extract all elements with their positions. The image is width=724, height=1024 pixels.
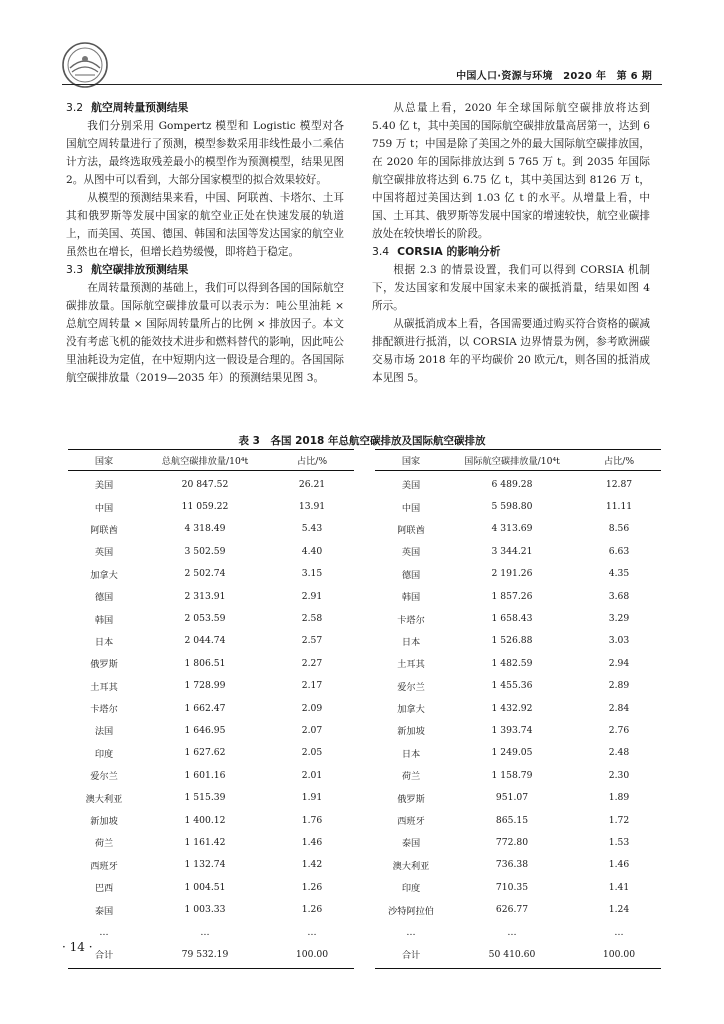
table-cell: 8.56 — [608, 523, 630, 535]
table-cell: 13.91 — [298, 501, 326, 513]
table-cell: 11.11 — [605, 501, 633, 513]
table-cell: 俄罗斯 — [90, 659, 118, 671]
table-row — [68, 831, 354, 853]
table-cell: 1 161.42 — [184, 836, 226, 848]
table-row — [375, 876, 661, 898]
table-cell: 4 318.49 — [184, 523, 226, 535]
table-cell: 2.58 — [301, 613, 323, 625]
table-row — [375, 854, 661, 876]
table-cell: 3.03 — [608, 635, 630, 647]
table-cell: 710.35 — [495, 881, 529, 893]
table-cell: 1 601.16 — [184, 769, 226, 781]
table-cell: 2 502.74 — [184, 568, 226, 580]
table-cell: 1 432.92 — [491, 702, 533, 714]
table-left-half — [68, 449, 354, 969]
table-cell: 6.63 — [608, 545, 630, 557]
table-cell: 2.94 — [608, 657, 630, 669]
table-cell: 2.84 — [608, 702, 630, 714]
table-row — [68, 630, 354, 652]
table-cell: 德国 — [401, 569, 421, 581]
table-cell: 土耳其 — [397, 659, 425, 671]
table-cell: 1.24 — [608, 904, 630, 916]
table-row — [375, 764, 661, 786]
table-row — [375, 809, 661, 831]
table-cell: 土耳其 — [90, 681, 118, 693]
table-cell: 泰国 — [401, 838, 421, 850]
left-text-column — [66, 99, 344, 387]
table-cell: … — [99, 926, 109, 938]
table-cell: 加拿大 — [90, 569, 118, 581]
table-row — [68, 943, 354, 965]
table-cell: 荷兰 — [94, 838, 114, 850]
table-row — [68, 540, 354, 562]
journal-emblem-icon — [60, 40, 110, 90]
table-body — [68, 471, 354, 968]
table-cell: … — [200, 926, 210, 938]
table-cell: 卡塔尔 — [90, 704, 118, 716]
table-row — [375, 495, 661, 517]
table-cell: … — [507, 926, 517, 938]
table-cell: 中国 — [94, 502, 114, 514]
table-row — [375, 563, 661, 585]
table-cell: 1.46 — [608, 859, 630, 871]
table-row — [375, 675, 661, 697]
table-cell: 1.41 — [608, 881, 630, 893]
journal-header: 中国人口·资源与环境 2020 年 第 6 期 — [456, 71, 652, 82]
table-cell: 1 728.99 — [184, 680, 226, 692]
table-cell: 英国 — [94, 547, 114, 559]
section-title: 航空碳排放预测结果 — [91, 263, 189, 276]
table-row — [375, 898, 661, 920]
table-cell: 爱尔兰 — [90, 771, 118, 783]
table-cell: 626.77 — [495, 904, 529, 916]
table-row — [68, 607, 354, 629]
table-cell: 新加坡 — [90, 816, 118, 828]
table-cell: 西班牙 — [397, 816, 425, 828]
table-cell: 1 646.95 — [184, 724, 226, 736]
table-cell: 2.57 — [301, 635, 323, 647]
table-cell: 1 857.26 — [491, 590, 533, 602]
table-header-row — [375, 450, 661, 470]
table-cell: 美国 — [94, 480, 114, 492]
table-cell: 100.00 — [602, 948, 636, 960]
table-cell: 中国 — [401, 502, 421, 514]
table-cell: 865.15 — [495, 814, 529, 826]
header-rule — [62, 84, 662, 85]
section-number: 3.3 — [66, 263, 84, 276]
table-caption: 表 3 各国 2018 年总航空碳排放及国际航空碳排放 — [238, 435, 486, 447]
table-cell: 1.72 — [608, 814, 630, 826]
table-cell: 100.00 — [295, 948, 329, 960]
table-cell: 50 410.60 — [488, 948, 536, 960]
section-number: 3.2 — [66, 101, 84, 114]
table-cell: 2.48 — [608, 747, 630, 759]
table-cell: 1 158.79 — [491, 769, 533, 781]
table-row — [68, 652, 354, 674]
table-header-cell: 国家 — [94, 456, 114, 467]
table-row — [375, 719, 661, 741]
table-cell: 1 393.74 — [491, 724, 533, 736]
table-cell: 新加坡 — [397, 726, 425, 738]
table-cell: … — [614, 926, 624, 938]
section-heading — [372, 243, 650, 261]
table-cell: 2.91 — [301, 590, 323, 602]
table-cell: 1 455.36 — [491, 680, 533, 692]
table-cell: 印度 — [401, 883, 421, 895]
table-cell: 2.07 — [301, 724, 323, 736]
body-paragraph: 从总量上看，2020 年全球国际航空碳排放将达到 5.40 亿 t，其中美国的国际航空碳排放量高居第一，达到 6 759 万 t；中国是除了美国之外的最大国际航空碳排放国，在 2020 年的国际排放达到 5 765 万 t。到 2035 年国际航空碳排放将达到 6.75 亿 t，其中美国达到 8126 万 t，中国将超过美国达到 1.03 亿 t 的水平。从增量上看，中国、土耳其、俄罗斯等发展中国家的增速较快，航空业碳排放处在较快增长的阶段。 — [372, 102, 650, 240]
page-number: · 14 · — [62, 940, 93, 954]
table-row — [375, 921, 661, 943]
table-cell: 79 532.19 — [181, 948, 229, 960]
table-header-cell: 占比/% — [603, 456, 635, 467]
table-cell: 2.27 — [301, 657, 323, 669]
table-cell: 4.35 — [608, 568, 630, 580]
table-cell: 韩国 — [94, 614, 114, 626]
table-row — [375, 742, 661, 764]
table-cell: 合计 — [94, 950, 114, 962]
table-cell: 日本 — [94, 636, 114, 648]
table-header-row — [68, 450, 354, 470]
table-cell: 12.87 — [605, 478, 633, 490]
table-cell: 合计 — [401, 950, 421, 962]
table-cell: 4.40 — [301, 545, 323, 557]
table-row — [68, 495, 354, 517]
table-cell: 5.43 — [301, 523, 323, 535]
table-row — [68, 563, 354, 585]
table-cell: 2 191.26 — [491, 568, 533, 580]
table-row — [68, 854, 354, 876]
table-cell: 荷兰 — [401, 771, 421, 783]
table-row — [375, 943, 661, 965]
table-cell: 德国 — [94, 592, 114, 604]
table-header-cell: 占比/% — [296, 456, 328, 467]
table-row — [68, 697, 354, 719]
table-cell: 沙特阿拉伯 — [388, 905, 434, 917]
table-right-half — [375, 449, 661, 969]
table-header-cell: 国家 — [401, 456, 421, 467]
table-row — [375, 585, 661, 607]
table-cell: … — [406, 926, 416, 938]
table-cell: 5 598.80 — [491, 501, 533, 513]
table-bottom-rule — [68, 968, 354, 969]
table-cell: 26.21 — [298, 478, 326, 490]
table-cell: 2.76 — [608, 724, 630, 736]
table-cell: 1 249.05 — [491, 747, 533, 759]
table-cell: 1.53 — [608, 836, 630, 848]
table-cell: 1.89 — [608, 792, 630, 804]
table-cell: 3 502.59 — [184, 545, 226, 557]
table-cell: 2 313.91 — [184, 590, 226, 602]
body-paragraph: 根据 2.3 的情景设置，我们可以得到 CORSIA 机制下，发达国家和发展中国家未来的碳抵消量，结果如图 4 所示。 — [372, 264, 650, 312]
right-text-column — [372, 99, 650, 387]
section-title: 航空周转量预测结果 — [91, 101, 189, 114]
table-row — [68, 786, 354, 808]
table-cell: 951.07 — [495, 792, 529, 804]
table-cell: 1 003.33 — [184, 904, 226, 916]
body-paragraph: 从碳抵消成本上看，各国需要通过购买符合资格的碳减排配额进行抵消，以 CORSIA 边界情景为例，参考欧洲碳交易市场 2018 年的平均碳价 20 欧元/t，则各国的抵消成本见图 5。 — [372, 318, 650, 384]
table-row — [68, 585, 354, 607]
table-cell: 1 658.43 — [491, 613, 533, 625]
table-cell: 1 004.51 — [184, 881, 226, 893]
table-bottom-rule — [375, 968, 661, 969]
table-row — [68, 675, 354, 697]
table-body — [375, 471, 661, 968]
table-cell: 澳大利亚 — [392, 860, 430, 872]
table-cell: 美国 — [401, 480, 421, 492]
table-cell: 2.05 — [301, 747, 323, 759]
table-cell: 1.46 — [301, 836, 323, 848]
table-cell: 1 627.62 — [184, 747, 226, 759]
table-cell: 11 059.22 — [181, 501, 229, 513]
table-cell: 印度 — [94, 748, 114, 760]
table-cell: 3.68 — [608, 590, 630, 602]
table-cell: 1 482.59 — [491, 657, 533, 669]
body-paragraph: 在周转量预测的基础上，我们可以得到各国的国际航空碳排放量。国际航空碳排放量可以表示为：吨公里油耗 × 总航空周转量 × 国际周转量所占的比例 × 排放因子。本文没有考虑飞机的能效技术进步和燃料替代的影响，因此吨公里油耗设为定值，在中短期内这一假设是合理的。各国国际航空碳排放量（2019—2035 年）的预测结果见图 3。 — [66, 282, 344, 384]
table-row — [68, 898, 354, 920]
table-cell: 772.80 — [495, 836, 529, 848]
table-cell: 2 044.74 — [184, 635, 226, 647]
table-row — [375, 607, 661, 629]
section-number: 3.4 — [372, 245, 390, 258]
body-paragraph: 我们分别采用 Gompertz 模型和 Logistic 模型对各国航空周转量进行了预测，模型参数采用非线性最小二乘估计方法，最终选取残差最小的模型作为预测模型，结果见图 2。从图中可以看到，大部分国家模型的拟合效果较好。 — [66, 120, 344, 186]
table-cell: 3.15 — [301, 568, 323, 580]
table-cell: 阿联酋 — [397, 524, 425, 536]
table-cell: 3 344.21 — [491, 545, 533, 557]
section-heading — [66, 261, 344, 279]
table-row — [375, 652, 661, 674]
table-cell: 2.30 — [608, 769, 630, 781]
table-cell: 3.29 — [608, 613, 630, 625]
table-header-cell: 总航空碳排放量/10⁴t — [161, 456, 249, 467]
table-cell: 日本 — [401, 748, 421, 760]
table-cell: 俄罗斯 — [397, 793, 425, 805]
table-row — [68, 742, 354, 764]
table-cell: 2.89 — [608, 680, 630, 692]
table-cell: 西班牙 — [90, 860, 118, 872]
table-cell: 1.26 — [301, 881, 323, 893]
table-cell: 澳大利亚 — [85, 793, 123, 805]
table-row — [375, 697, 661, 719]
table-row — [68, 518, 354, 540]
table-cell: 1 662.47 — [184, 702, 226, 714]
table-cell: 泰国 — [94, 905, 114, 917]
table-row — [68, 876, 354, 898]
table-row — [68, 764, 354, 786]
table-row — [375, 831, 661, 853]
table-cell: 2 053.59 — [184, 613, 226, 625]
table-cell: 加拿大 — [397, 704, 425, 716]
table-cell: 巴西 — [94, 883, 114, 895]
table-cell: 1.91 — [301, 792, 323, 804]
table-cell: 卡塔尔 — [397, 614, 425, 626]
table-row — [68, 719, 354, 741]
body-paragraph: 从模型的预测结果来看，中国、阿联酋、卡塔尔、土耳其和俄罗斯等发展中国家的航空业正处在快速发展的轨道上，而美国、英国、德国、韩国和法国等发达国家的航空业虽然也在增长，但增长趋势缓慢，即将趋于稳定。 — [66, 192, 344, 258]
table-cell: 1.76 — [301, 814, 323, 826]
table-row — [375, 786, 661, 808]
table-cell: 1 515.39 — [184, 792, 226, 804]
table-cell: 1.26 — [301, 904, 323, 916]
table-row — [68, 809, 354, 831]
table-row — [68, 921, 354, 943]
section-title: CORSIA 的影响分析 — [397, 245, 501, 258]
table-cell: 1 400.12 — [184, 814, 226, 826]
table-cell: 2.17 — [301, 680, 323, 692]
table-cell: 2.09 — [301, 702, 323, 714]
table-cell: 日本 — [401, 636, 421, 648]
table-row — [68, 473, 354, 495]
table-row — [375, 518, 661, 540]
table-cell: 1.42 — [301, 859, 323, 871]
table-row — [375, 540, 661, 562]
table-header-cell: 国际航空碳排放量/10⁴t — [464, 456, 560, 467]
table-cell: 1 806.51 — [184, 657, 226, 669]
table-cell: 爱尔兰 — [397, 681, 425, 693]
section-heading — [66, 99, 344, 117]
table-cell: 20 847.52 — [181, 478, 229, 490]
table-cell: … — [307, 926, 317, 938]
table-cell: 4 313.69 — [491, 523, 533, 535]
table-row — [375, 630, 661, 652]
table-cell: 736.38 — [495, 859, 529, 871]
table-cell: 韩国 — [401, 592, 421, 604]
table-cell: 阿联酋 — [90, 524, 118, 536]
table-cell: 1 526.88 — [491, 635, 533, 647]
table-cell: 2.01 — [301, 769, 323, 781]
table-cell: 英国 — [401, 547, 421, 559]
table-row — [375, 473, 661, 495]
table-cell: 1 132.74 — [184, 859, 226, 871]
table-cell: 6 489.28 — [491, 478, 533, 490]
table-cell: 法国 — [94, 726, 114, 738]
